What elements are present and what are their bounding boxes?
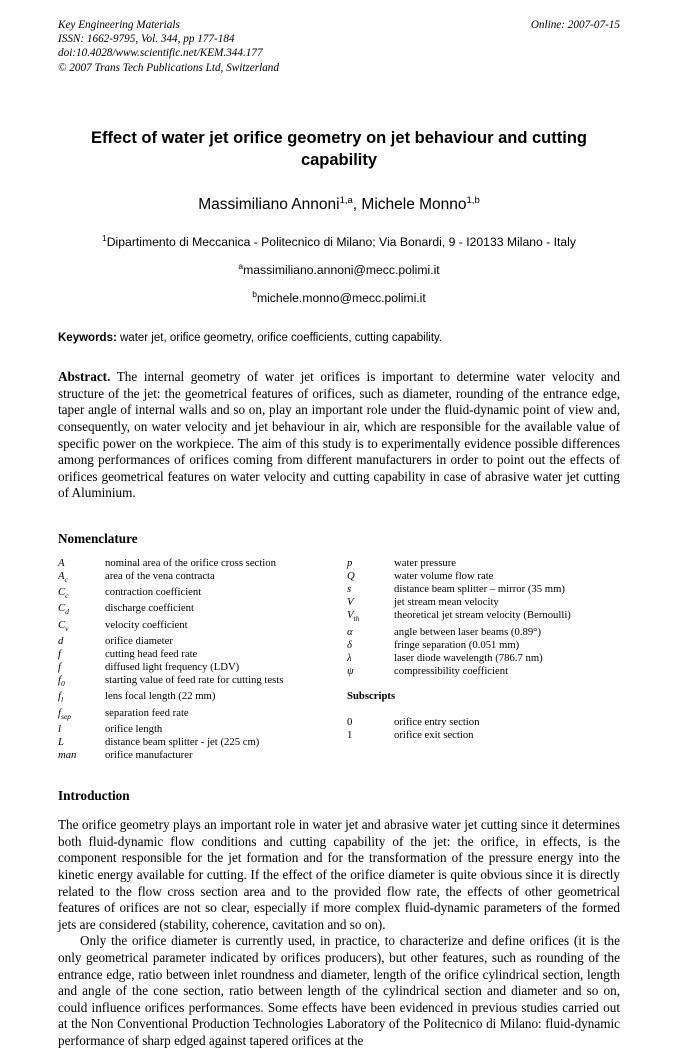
nomenclature-symbol: $C_c$ (58, 586, 69, 601)
nomenclature-row (347, 557, 620, 570)
nomenclature-row (347, 596, 620, 609)
nomenclature-symbol: p (347, 556, 353, 569)
nomenclature-definition: water volume flow rate (394, 570, 494, 582)
journal-header (58, 18, 620, 75)
nomenclature-symbol: 1 (347, 729, 353, 742)
nomenclature-row (58, 707, 339, 723)
nomenclature-row (58, 674, 339, 690)
journal-copyright: © 2007 Trans Tech Publications Ltd, Switzerland (58, 61, 279, 74)
nomenclature-symbol: l (58, 722, 61, 735)
nomenclature-symbol: $f_l$ (58, 690, 64, 705)
nomenclature-symbol-subscript: d (65, 607, 69, 617)
nomenclature-definition: water pressure (394, 556, 457, 569)
nomenclature-definition: diffused light frequency (LDV) (105, 661, 240, 674)
nomenclature-symbol: $A_c$ (58, 570, 68, 585)
author-affil-marker-2: 1,b (466, 194, 480, 206)
nomenclature-symbol: $V_{th}$ (347, 609, 360, 624)
author-separator: , (352, 195, 362, 213)
nomenclature-definition: nominal area of the orifice cross section (105, 556, 276, 569)
subscripts-spacer (347, 703, 620, 716)
nomenclature-row (58, 648, 339, 661)
nomenclature-row (58, 619, 339, 635)
affiliation-text: Dipartimento di Meccanica - Politecnico di Milano; Via Bonardi, 9 - I20133 Milano - Italy (106, 235, 576, 250)
nomenclature-symbol: 0 (347, 716, 353, 729)
nomenclature-row (347, 729, 620, 742)
email-address-2[interactable]: michele.monno@mecc.polimi.it (256, 291, 426, 306)
nomenclature-symbol-subscript: sep (60, 711, 72, 721)
nomenclature-row (347, 609, 620, 625)
email-address-1[interactable]: massimiliano.annoni@mecc.polimi.it (243, 263, 440, 278)
nomenclature-symbol: s (347, 583, 352, 596)
nomenclature-definition: discharge coefficient (105, 602, 194, 615)
nomenclature-symbol-subscript: 0 (60, 679, 65, 689)
nomenclature-row (347, 570, 620, 583)
nomenclature-definition: distance beam splitter – mirror (35 mm) (394, 583, 565, 596)
nomenclature-definition: separation feed rate (105, 706, 189, 719)
journal-header-lines (58, 18, 478, 75)
keywords-text: water jet, orifice geometry, orifice coefficients, cutting capability. (116, 332, 443, 345)
nomenclature-right-column (339, 557, 620, 762)
nomenclature-definition: area of the vena contracta (105, 570, 215, 582)
nomenclature-symbol: ψ (347, 664, 354, 677)
nomenclature-heading: Nomenclature (58, 530, 138, 546)
nomenclature-row (58, 635, 339, 648)
nomenclature-definition: theoretical jet stream velocity (Bernoulli) (394, 609, 571, 622)
nomenclature-table (58, 557, 620, 762)
nomenclature-row (347, 639, 620, 652)
nomenclature-symbol: δ (347, 638, 352, 651)
nomenclature-row (58, 602, 339, 618)
abstract-text: The internal geometry of water jet orifices is important to determine water velocity and structure of the jet: the geometrical features of orifices, such as diameter, rounding of the entrance edge, taper angle of internal walls and so on, play an important role under the fluid-dynamic point of view and, consequently, on water velocity and jet behaviour in air, which are responsible for the available value of specific power on the workpiece. The aim of this study is to experimentally evidence possible differences among performances of orifices coming from different manufacturers in order to point out the effects of orifices geometrical features on water velocity and cutting capability in case of abrasive water jet cutting of Aluminium. (58, 369, 620, 501)
affiliation-marker: 1 (102, 232, 107, 243)
email-marker-a: a (238, 261, 244, 272)
nomenclature-row (58, 570, 339, 586)
nomenclature-row (58, 749, 339, 762)
author-email-1 (58, 261, 620, 277)
nomenclature-row (347, 716, 620, 729)
journal-issn: ISSN: 1662-9795, Vol. 344, pp 177-184 (58, 33, 235, 46)
nomenclature-row (347, 665, 620, 678)
nomenclature-definition: orifice length (105, 722, 163, 735)
nomenclature-definition: jet stream mean velocity (394, 596, 499, 609)
introduction-paragraph-1: The orifice geometry plays an important role in water jet and abrasive water jet cutting since it determines both fluid-dynamic flow conditions and cutting capability of the jet: the orifice, in effects, is the component responsible for the jet formation and for the transformation of the pressure energy into the kinetic energy available for cutting. If the effect of the orifice diameter is quite obvious since it is directly related to the flow cross section area and to the provided flow rate, the effects of other geometrical features of orifices are not so clear, especially if more complex fluid-dynamic parameters of the formed jets are considered (stability, coherence, cavitation and so on). (58, 817, 620, 932)
subscripts-heading: Subscripts (347, 689, 396, 702)
journal-name: Key Engineering Materials (58, 19, 180, 31)
nomenclature-row (58, 736, 339, 749)
email-marker-b: b (252, 289, 257, 300)
nomenclature-symbol: man (58, 749, 77, 762)
nomenclature-symbol: A (58, 556, 65, 569)
nomenclature-definition: starting value of feed rate for cutting tests (105, 674, 284, 687)
nomenclature-definition: lens focal length (22 mm) (105, 690, 216, 703)
nomenclature-symbol: $C_d$ (58, 602, 69, 617)
nomenclature-definition: orifice exit section (394, 729, 474, 742)
abstract (58, 369, 620, 502)
author-affil-marker-1: 1,a (339, 194, 353, 206)
introduction-paragraph-2: Only the orifice diameter is currently used, in practice, to characterize and define orifices (it is the only geometrical parameter indicated by orifices producers), but other features, such as rounding of the entrance edge, ratio between inlet roundness and diameter, length of the orifice cylindrical section, length and angle of the cone section, ratio between length of the cylindrical section and diameter and so on, could influence orifices performances. Some effects have been evidenced in previous studies carried out at the Non Conventional Production Technologies Laboratory of the Politecnico di Milano: fluid-dynamic performance of sharp edged against tapered orifices at the (58, 933, 620, 1048)
nomenclature-definition: orifice diameter (105, 634, 173, 647)
journal-doi: doi:10.4028/www.scientific.net/KEM.344.177 (58, 47, 263, 60)
nomenclature-symbol-subscript: l (60, 695, 64, 705)
nomenclature-definition: angle between laser beams (0.89°) (394, 625, 542, 638)
nomenclature-definition: fringe separation (0.051 mm) (394, 638, 520, 651)
nomenclature-row (347, 652, 620, 665)
author-name-2: Michele Monno (361, 195, 467, 213)
author-email-2 (58, 289, 620, 305)
nomenclature-symbol: Q (347, 570, 355, 582)
nomenclature-symbol: λ (347, 651, 352, 664)
nomenclature-symbol: $f_{sep}$ (58, 706, 72, 721)
nomenclature-symbol-subscript: v (65, 623, 69, 633)
nomenclature-row (58, 557, 339, 570)
page-title: Effect of water jet orifice geometry on jet behaviour and cutting capability (91, 128, 587, 169)
nomenclature-left-column (58, 557, 339, 762)
nomenclature-definition: contraction coefficient (105, 586, 202, 599)
nomenclature-symbol-subscript: c (65, 591, 69, 601)
introduction-heading: Introduction (58, 788, 130, 804)
nomenclature-row (347, 626, 620, 639)
nomenclature-row (58, 690, 339, 706)
nomenclature-symbol: $f_0$ (58, 674, 65, 689)
online-date: Online: 2007-07-15 (530, 19, 620, 31)
nomenclature-symbol-subscript: c (64, 575, 68, 585)
nomenclature-row (58, 586, 339, 602)
nomenclature-definition: velocity coefficient (105, 618, 188, 631)
nomenclature-row (58, 661, 339, 674)
author-name-1: Massimiliano Annoni (198, 195, 340, 213)
keywords (58, 332, 620, 344)
nomenclature-definition: laser diode wavelength (786.7 nm) (394, 651, 543, 664)
nomenclature-definition: orifice manufacturer (105, 749, 193, 762)
nomenclature-symbol: d (58, 634, 64, 647)
nomenclature-definition: distance beam splitter - jet (225 cm) (105, 736, 260, 749)
author-list (58, 195, 620, 214)
nomenclature-definition: compressibility coefficient (394, 664, 509, 677)
nomenclature-symbol: α (347, 625, 353, 638)
affiliation (58, 233, 620, 249)
nomenclature-symbol-subscript: th (353, 614, 360, 624)
nomenclature-symbol: f (58, 648, 61, 661)
nomenclature-row (347, 583, 620, 596)
nomenclature-symbol: V (347, 596, 354, 609)
nomenclature-symbol: f (58, 661, 61, 674)
nomenclature-row (58, 723, 339, 736)
keywords-label: Keywords: (58, 332, 117, 345)
nomenclature-symbol: $C_v$ (58, 618, 69, 633)
nomenclature-definition: orifice entry section (394, 716, 480, 729)
nomenclature-definition: cutting head feed rate (105, 648, 198, 661)
nomenclature-symbol: L (58, 736, 64, 749)
abstract-label: Abstract. (58, 369, 111, 385)
